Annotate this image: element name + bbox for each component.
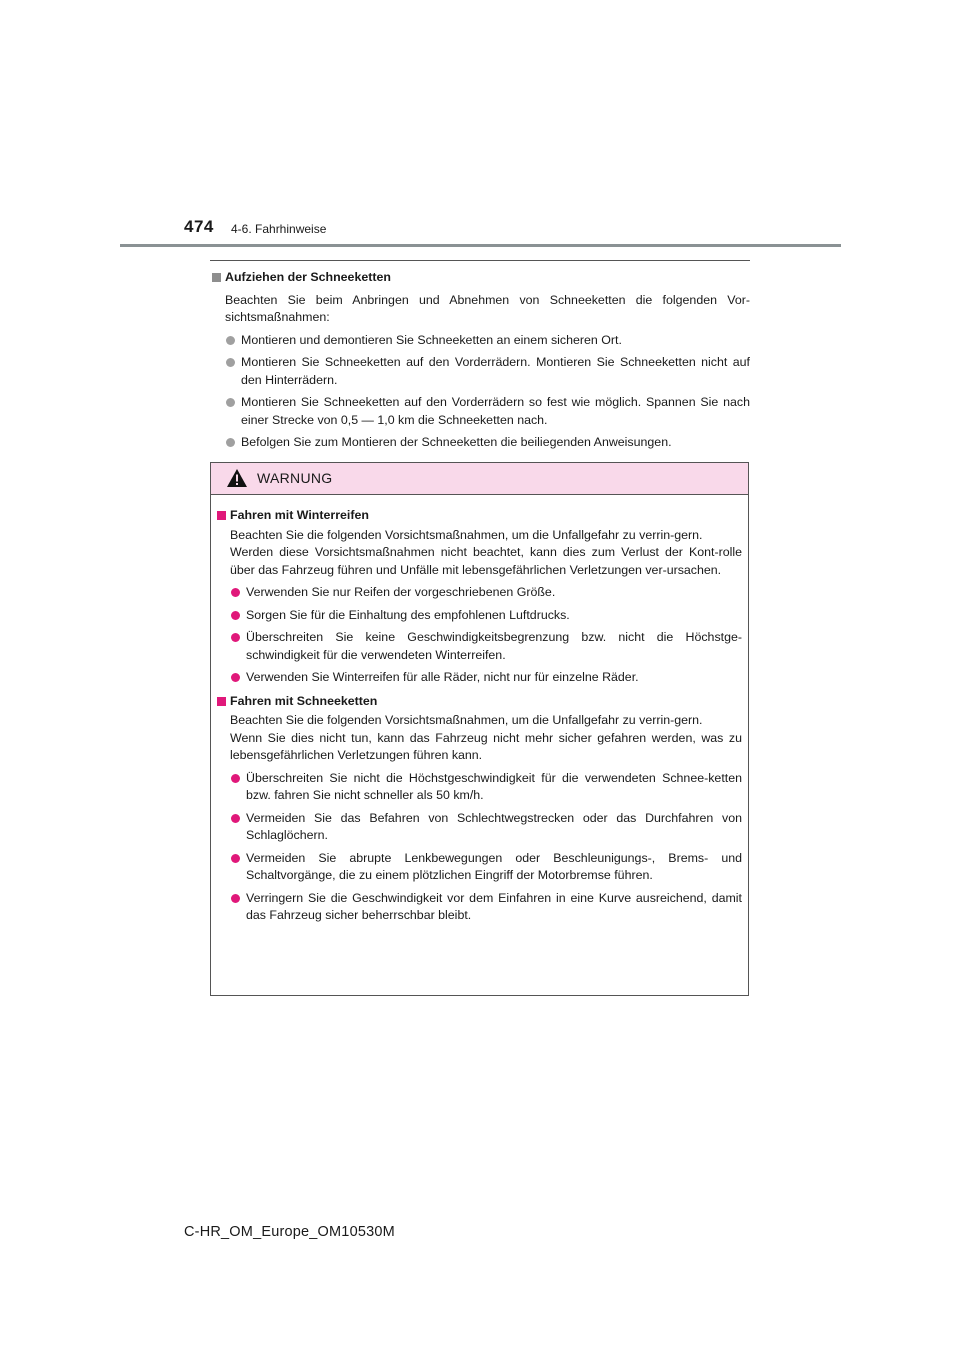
square-bullet-icon bbox=[217, 697, 226, 706]
circle-bullet-icon bbox=[231, 774, 240, 783]
warning-paragraph: Beachten Sie die folgenden Vorsichtsmaßnahmen, um die Unfallgefahr zu verrin-gern. bbox=[230, 527, 703, 542]
warning-body bbox=[211, 495, 748, 925]
list-item: Verwenden Sie Winterreifen für alle Räder, nicht nur für einzelne Räder. bbox=[215, 669, 742, 687]
list-item: Verwenden Sie nur Reifen der vorgeschriebenen Größe. bbox=[215, 584, 742, 602]
circle-bullet-icon bbox=[231, 611, 240, 620]
list-item: Überschreiten Sie keine Geschwindigkeitsbegrenzung bzw. nicht die Höchstge-schwindigkeit für die verwendeten Winterreifen. bbox=[215, 629, 742, 664]
warning-paragraph: Beachten Sie die folgenden Vorsichtsmaßnahmen, um die Unfallgefahr zu verrin-gern. bbox=[230, 713, 703, 727]
list-item: Verringern Sie die Geschwindigkeit vor dem Einfahren in eine Kurve ausreichend, damit das Fahrzeug sicher beherrschbar bleibt. bbox=[215, 890, 742, 925]
warning-heading-snow-chains: Fahren mit Schneeketten bbox=[215, 693, 742, 711]
list-item: Vermeiden Sie abrupte Lenkbewegungen oder Beschleunigungs-, Brems- und Schaltvorgänge, die zu einem plötzlichen Eingriff der Motorbremse führen. bbox=[215, 850, 742, 885]
warning-header bbox=[211, 463, 748, 495]
square-bullet-icon bbox=[212, 273, 221, 282]
section-label: 4-6. Fahrhinweise bbox=[231, 222, 327, 236]
list-item: Vermeiden Sie das Befahren von Schlechtwegstrecken oder das Durchfahren von Schlaglöchern. bbox=[215, 810, 742, 845]
circle-bullet-icon bbox=[226, 336, 235, 345]
circle-bullet-icon bbox=[231, 894, 240, 903]
list-item: Sorgen Sie für die Einhaltung des empfohlenen Luftdrucks. bbox=[215, 607, 742, 625]
warning-triangle-icon bbox=[226, 468, 248, 488]
snow-chain-section bbox=[210, 260, 750, 452]
circle-bullet-icon bbox=[231, 673, 240, 682]
circle-bullet-icon bbox=[226, 358, 235, 367]
square-bullet-icon bbox=[217, 511, 226, 520]
page-number: 474 bbox=[184, 217, 214, 236]
circle-bullet-icon bbox=[231, 854, 240, 863]
warning-heading-winter-tires: Fahren mit Winterreifen bbox=[215, 507, 742, 525]
list-item: Befolgen Sie zum Montieren der Schneeketten die beiliegenden Anweisungen. bbox=[210, 434, 750, 452]
header-rule bbox=[120, 244, 841, 247]
list-item: Montieren und demontieren Sie Schneeketten an einem sicheren Ort. bbox=[210, 332, 750, 350]
warning-paragraph: Werden diese Vorsichtsmaßnahmen nicht beachtet, kann dies zum Verlust der Kont-rolle über das Fahrzeug führen und Unfälle mit lebensgefährlichen Verletzungen ver-ursachen. bbox=[230, 545, 742, 577]
circle-bullet-icon bbox=[226, 398, 235, 407]
warning-title: WARNUNG bbox=[257, 470, 333, 486]
warning-paragraph: Wenn Sie dies nicht tun, kann das Fahrzeug nicht mehr sicher gefahren werden, was zu lebensgefährlichen Verletzungen führen kann. bbox=[230, 730, 742, 762]
circle-bullet-icon bbox=[226, 438, 235, 447]
list-item: Überschreiten Sie nicht die Höchstgeschwindigkeit für die verwendeten Schnee-ketten bzw. fahren Sie nicht schneller als 50 km/h. bbox=[215, 770, 742, 805]
circle-bullet-icon bbox=[231, 814, 240, 823]
circle-bullet-icon bbox=[231, 633, 240, 642]
document-id: C-HR_OM_Europe_OM10530M bbox=[184, 1224, 395, 1240]
list-item: Montieren Sie Schneeketten auf den Vorderrädern. Montieren Sie Schneeketten nicht auf den Hinterrädern. bbox=[210, 354, 750, 389]
warning-box bbox=[210, 462, 749, 996]
section-heading: Aufziehen der Schneeketten bbox=[210, 269, 750, 287]
section-intro: Beachten Sie beim Anbringen und Abnehmen von Schneeketten die folgenden Vor-sichtsmaßnahmen: bbox=[225, 292, 750, 324]
circle-bullet-icon bbox=[231, 588, 240, 597]
list-item: Montieren Sie Schneeketten auf den Vorderrädern so fest wie möglich. Spannen Sie nach einer Strecke von 0,5 — 1,0 km die Schneeketten nach. bbox=[210, 394, 750, 429]
